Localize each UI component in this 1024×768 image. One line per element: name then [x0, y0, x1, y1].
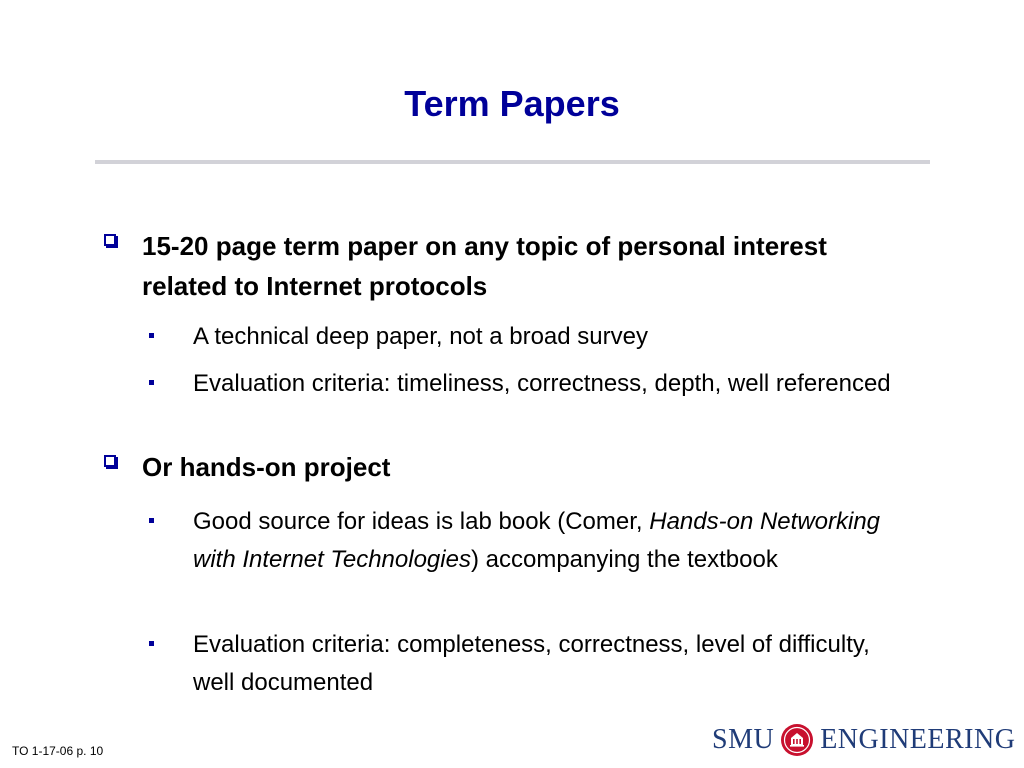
slide-title: Term Papers [404, 83, 620, 124]
sub-bullet-text: Evaluation criteria: timeliness, correctness, depth, well referenced [193, 370, 891, 397]
slide-footer-page: TO 1-17-06 p. 10 [12, 744, 104, 758]
sub-bullet-text [193, 503, 905, 579]
small-square-bullet-icon [149, 641, 154, 646]
sub-bullet-text: Evaluation criteria: completeness, correctness, level of difficulty, well documented [193, 631, 870, 696]
logo-text-engineering: ENGINEERING [820, 724, 1016, 755]
sub-bullet-item [145, 626, 905, 702]
hollow-square-bullet-icon [104, 455, 116, 467]
small-square-bullet-icon [149, 333, 154, 338]
smu-seal-icon [780, 723, 814, 757]
bullet-item [100, 226, 900, 306]
small-square-bullet-icon [149, 380, 154, 385]
bullet-item [100, 447, 900, 487]
bullet-text: 15-20 page term paper on any topic of personal interest related to Internet protocols [142, 231, 827, 301]
sub-bullet-item [145, 503, 905, 579]
bullet-text: Or hands-on project [142, 452, 391, 482]
sub-bullet-text-part: ) accompanying the textbook [470, 546, 778, 573]
sub-bullet-item [145, 318, 905, 356]
hollow-square-bullet-icon [104, 234, 116, 246]
sub-bullet-text: A technical deep paper, not a broad survey [193, 323, 648, 350]
book-title: Hands-on Networking with Internet Technologies [193, 508, 881, 573]
logo-text-smu: SMU [712, 724, 775, 755]
smu-engineering-logo [712, 720, 1016, 760]
small-square-bullet-icon [149, 518, 154, 523]
sub-bullet-text-part: Good source for ideas is lab book (Comer, [193, 508, 650, 535]
sub-bullet-item [145, 365, 905, 403]
